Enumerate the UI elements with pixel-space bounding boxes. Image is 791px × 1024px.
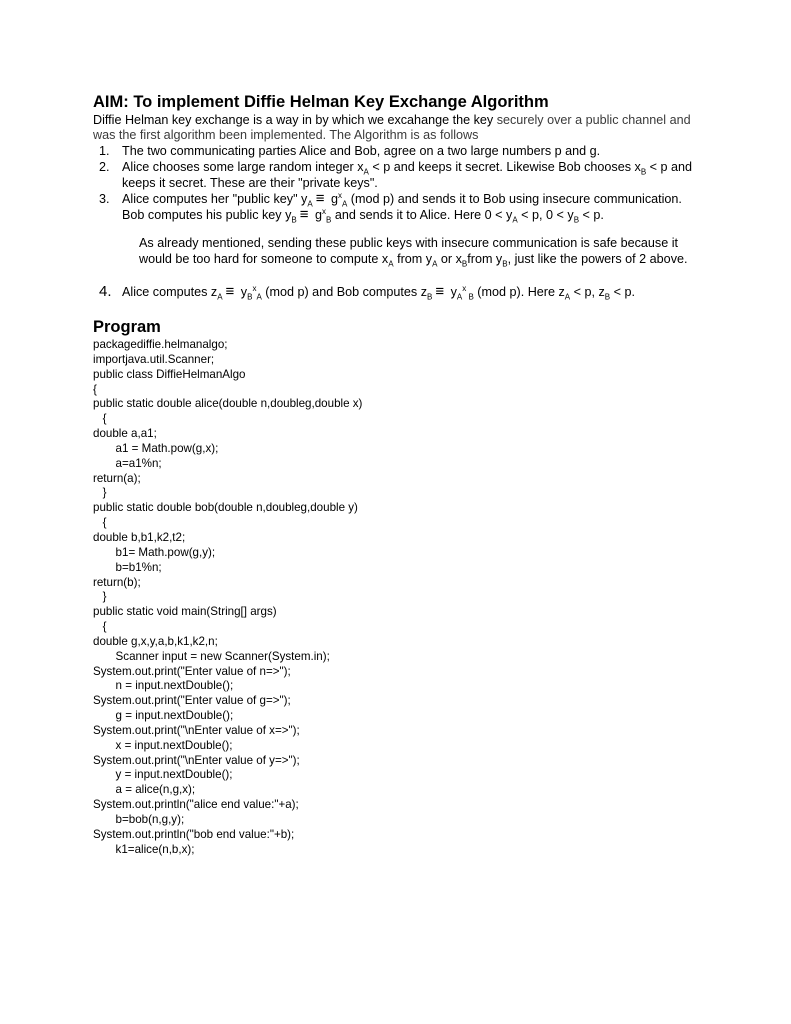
congruence-symbol: ≡ — [225, 283, 235, 300]
code-line: public static double alice(double n,doubleg,double x) — [93, 397, 363, 411]
document-page — [93, 93, 703, 858]
code-line: } — [93, 590, 107, 604]
aim-title: AIM: To implement Diffie Helman Key Exchange Algorithm — [93, 93, 549, 111]
step-2: 2. Alice chooses some large random integer $x_A < p$ and keeps it secret. Likewise Bob chooses $x_B < p$ and keeps it secret. These are their "private keys". — [99, 160, 693, 190]
step-3: 3. Alice computes her "public key" $y_A \equiv g^x_A$ (mod p) and sends it to Bob using insecure communication. Bob computes his public key $y_B \equiv g^x_B$ and sends it to Alice. Here $0 < y_A < p$, $0 < y_B < p$. — [99, 190, 682, 225]
code-line: n = input.nextDouble(); — [93, 679, 234, 693]
program-heading: Program — [93, 318, 161, 336]
code-line: return(b); — [93, 575, 141, 589]
code-line: return(a); — [93, 471, 141, 485]
code-line: g = input.nextDouble(); — [93, 709, 234, 723]
code-line: a = alice(n,g,x); — [93, 783, 196, 797]
intro-paragraph — [93, 113, 703, 143]
code-line: importjava.util.Scanner; — [93, 352, 215, 366]
congruence-symbol: ≡ — [435, 283, 445, 300]
code-line: b1= Math.pow(g,y); — [93, 545, 216, 559]
code-listing — [93, 338, 703, 858]
step-text: The two communicating parties Alice and Bob, agree on a two large numbers p and g. — [122, 144, 601, 158]
code-line: System.out.println("bob end value:"+b); — [93, 827, 295, 841]
intro-text-1: Diffie Helman key exchange is a way in by which we excahange the key — [93, 113, 497, 127]
step-number: 3. — [99, 192, 110, 206]
step-4: 4. Alice computes $z_A \equiv y_B^x_A$ (mod p) and Bob computes $z_B \equiv y_A^x$ $_B$ (mod p). Here $z_A < p$, $z_B < p$. — [99, 283, 635, 302]
step-number: 1. — [99, 144, 110, 158]
code-line: System.out.print("\nEnter value of y=>"); — [93, 753, 300, 767]
step-number: 2. — [99, 160, 110, 174]
code-line: b=bob(n,g,y); — [93, 813, 185, 826]
step-1 — [93, 143, 703, 159]
code-line: public static double bob(double n,doubleg,double y) — [93, 501, 358, 515]
code-line: { — [93, 516, 107, 530]
algorithm-steps — [93, 143, 703, 223]
code-line: k1=alice(n,b,x); — [93, 842, 195, 856]
code-line: Scanner input = new Scanner(System.in); — [93, 649, 330, 663]
step-number: 4. — [99, 283, 112, 300]
congruence-symbol: ≡ — [315, 190, 325, 207]
intro-text-2: securely over a public channel and was the first algorithm been implemented. The Algorithm is as follows — [93, 113, 691, 142]
code-line: a1 = Math.pow(g,x); — [93, 441, 219, 455]
code-line: public class DiffieHelmanAlgo — [93, 367, 246, 381]
code-line: double b,b1,k2,t2; — [93, 530, 186, 544]
code-line: double g,x,y,a,b,k1,k2,n; — [93, 634, 218, 648]
code-line: { — [93, 620, 107, 634]
code-line: System.out.println("alice end value:"+a); — [93, 798, 299, 812]
code-line: double a,a1; — [93, 427, 157, 441]
code-line: System.out.print("Enter value of g=>"); — [93, 694, 291, 708]
code-line: public static void main(String[] args) — [93, 605, 277, 619]
code-line: System.out.print("\nEnter value of x=>"); — [93, 723, 300, 737]
code-line: System.out.print("Enter value of n=>"); — [93, 664, 291, 678]
code-line: a=a1%n; — [93, 456, 162, 470]
code-line: x = input.nextDouble(); — [93, 738, 233, 752]
algorithm-steps-continued — [93, 284, 703, 300]
code-line: b=b1%n; — [93, 560, 162, 574]
congruence-symbol: ≡ — [299, 206, 309, 223]
code-line: y = input.nextDouble(); — [93, 768, 233, 782]
code-line: { — [93, 382, 97, 396]
code-line: } — [93, 486, 107, 500]
code-line: { — [93, 412, 107, 426]
code-line: packagediffie.helmanalgo; — [93, 338, 228, 351]
note-paragraph: As already mentioned, sending these public keys with insecure communication is safe because it would be too hard for someone to compute $x_A$ from $y_A$ or $x_Bfrom$ $y_B$, just like the powers of 2 above. — [139, 236, 688, 269]
